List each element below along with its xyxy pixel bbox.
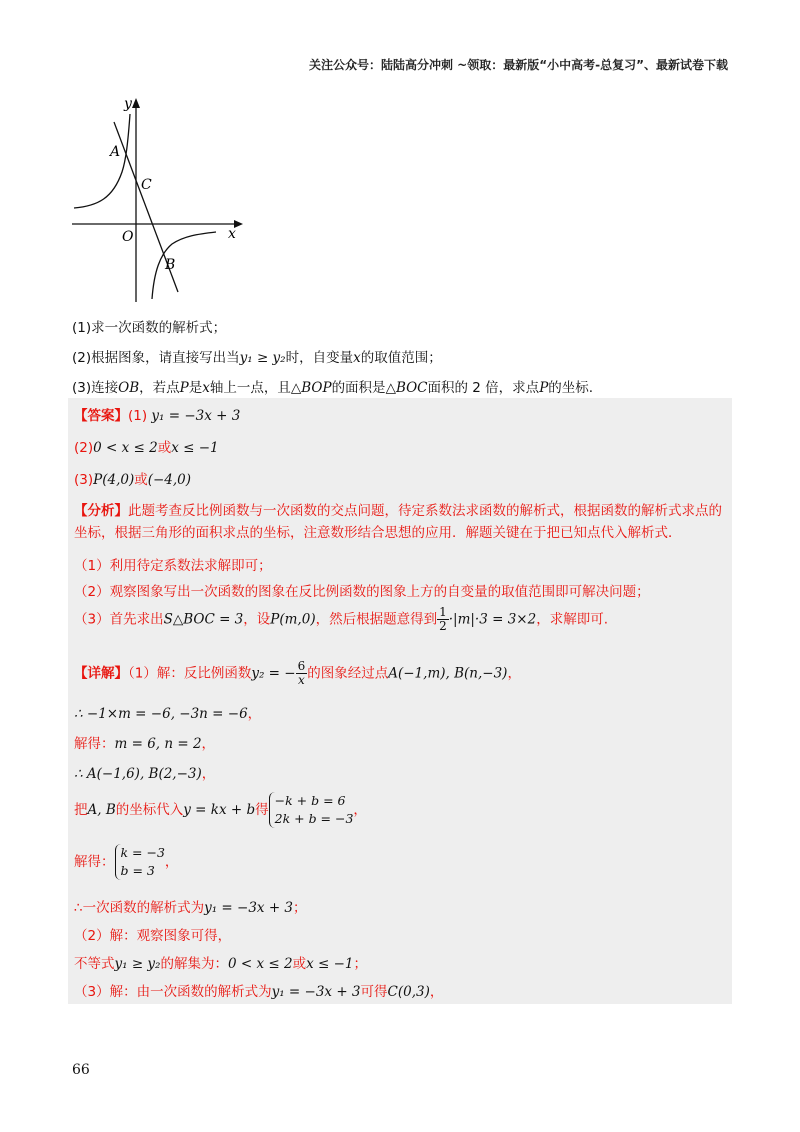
label-x: x [228,226,236,242]
fraction-one-half: $\frac{1}{2}$ [439,605,447,633]
fraction-six-over-x: $\frac{6}{x}$ [297,659,306,687]
detail-line-1: 【详解】（1）解：反比例函数y₂ = − $\frac{6}{x}$ 的图象经过点A(−1,m), B(n,−3)， [74,659,521,687]
detail-line-5: 把A, B的坐标代入y = kx + b得 −k + b = 6 2k + b = −3 ， [74,793,367,826]
equation-system-1: −k + b = 6 2k + b = −3 [269,792,354,828]
equation-system-2: k = −3 b = 3 [115,844,165,880]
label-c: C [141,177,152,193]
page-header: 关注公众号：陆陆高分冲刺 ~领取：最新版“小中高考-总复习”、最新试卷下载 [309,58,728,72]
detail-line-3: 解得：m = 6, n = 2， [74,736,216,752]
answer-line-1: 【答案】(1) y₁ = −3x + 3 [74,408,241,424]
analysis-step-3: （3）首先求出S△BOC = 3，设P(m,0)，然后根据题意得到 $\frac{1}{2}$ ·|m|·3 = 3×2，求解即可. [74,605,608,633]
question-3: (3)连接OB，若点P是x轴上一点，且△BOP的面积是△BOC面积的 2 倍，求点P的坐标. [72,380,594,396]
hyperbola-left-branch [74,114,130,208]
analysis-step-2: （2）观察图象写出一次函数的图象在反比例函数的图象上方的自变量的取值范围即可解决问题； [74,584,650,600]
question-1: (1)求一次函数的解析式； [72,320,227,336]
detail-line-6: 解得： k = −3 b = 3 ， [74,845,179,878]
detail-line-7: ∴一次函数的解析式为y₁ = −3x + 3； [74,900,307,916]
hyperbola-right-branch [152,232,216,299]
question-2: (2)根据图象，请直接写出当y₁ ≥ y₂时，自变量x的取值范围； [72,350,442,366]
analysis-step-1: （1）利用待定系数法求解即可； [74,558,272,574]
detail-line-9: 不等式y₁ ≥ y₂的解集为：0 < x ≤ 2或x ≤ −1； [74,956,367,972]
answer-line-3: (3)P(4,0)或(−4,0) [74,472,192,488]
analysis-paragraph: 【分析】此题考查反比例函数与一次函数的交点问题，待定系数法求函数的解析式，根据函数的解析式求点的坐标，根据三角形的面积求点的坐标，注意数形结合思想的应用．解题关键在于把已知点代入解析式． [74,503,722,541]
y-axis-arrow [132,98,140,108]
detail-line-4: ∴ A(−1,6), B(2,−3)， [74,766,216,782]
label-y: y [124,96,132,112]
detail-line-8: （2）解：观察图象可得， [74,928,232,944]
label-a: A [110,144,121,160]
detail-line-2: ∴ −1×m = −6, −3n = −6， [74,706,262,722]
function-graph [68,92,248,307]
page-number: 66 [72,1062,90,1078]
answer-line-2: (2)0 < x ≤ 2或x ≤ −1 [74,440,219,456]
label-b: B [165,257,176,273]
label-o: O [122,229,134,245]
detail-line-10: （3）解：由一次函数的解析式为y₁ = −3x + 3可得C(0,3)， [74,984,444,1000]
